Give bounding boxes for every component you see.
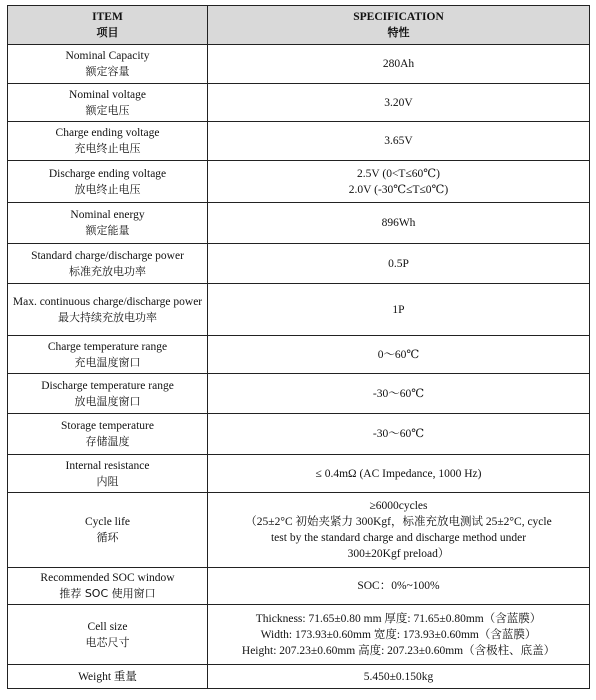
table-row xyxy=(8,244,590,284)
table-row xyxy=(8,161,590,203)
table-row xyxy=(8,84,590,122)
spec-value: 0.5P xyxy=(388,257,409,270)
table-row xyxy=(8,493,590,568)
spec-value: SOC：0%~100% xyxy=(357,580,440,592)
table-row xyxy=(8,203,590,244)
spec-cell xyxy=(208,665,590,689)
item-cell xyxy=(8,336,208,374)
item-label-zh: 额定电压 xyxy=(85,103,130,117)
spec-cell xyxy=(208,161,590,203)
table-row xyxy=(8,414,590,455)
table-row xyxy=(8,284,590,336)
item-label-zh: 推荐 SOC 使用窗口 xyxy=(59,587,156,600)
table-row xyxy=(8,455,590,493)
spec-value: 300±20Kgf preload） xyxy=(347,548,450,560)
item-cell xyxy=(8,414,208,455)
item-label-en: Nominal voltage xyxy=(69,88,146,101)
spec-cell xyxy=(208,374,590,414)
spec-value: 0～60℃ xyxy=(377,348,420,361)
item-cell xyxy=(8,374,208,414)
spec-value: ≥6000cycles xyxy=(369,500,428,512)
item-label-zh: 电芯尺寸 xyxy=(85,635,130,649)
spec-value: 3.20V xyxy=(384,96,413,109)
spec-value: -30～60℃ xyxy=(372,428,425,440)
spec-rows xyxy=(8,45,590,689)
spec-cell xyxy=(208,84,590,122)
item-label-zh: 最大持续充放电功率 xyxy=(58,310,157,324)
item-cell xyxy=(8,45,208,84)
spec-cell xyxy=(208,203,590,244)
item-header-en: ITEM xyxy=(92,11,123,23)
spec-header-en: SPECIFICATION xyxy=(353,11,444,23)
table-row xyxy=(8,568,590,605)
item-label-zh: 放电终止电压 xyxy=(74,182,141,196)
item-label-en: Nominal Capacity xyxy=(65,50,150,62)
item-label-en: Standard charge/discharge power xyxy=(31,249,184,262)
spec-value: Width: 173.93±0.60mm 宽度: 173.93±0.60mm（含蓝膜） xyxy=(260,628,537,641)
item-header-zh: 项目 xyxy=(96,26,119,39)
item-label-zh: 充电终止电压 xyxy=(74,142,141,155)
spec-cell xyxy=(208,45,590,84)
spec-value: （25±2°C 初始夹紧力 300Kgf，标准充放电测试 25±2°C, cycle xyxy=(245,516,552,528)
item-label-zh: 充电温度窗口 xyxy=(74,355,141,369)
spec-cell xyxy=(208,122,590,161)
spec-cell xyxy=(208,244,590,284)
table-row xyxy=(8,122,590,161)
item-cell xyxy=(8,161,208,203)
item-label-en: Cell size xyxy=(87,620,128,633)
spec-cell xyxy=(208,605,590,665)
item-cell xyxy=(8,122,208,161)
spec-header-zh: 特性 xyxy=(387,26,410,39)
spec-value: Height: 207.23±0.60mm 高度: 207.23±0.60mm（含极柱、底盖） xyxy=(241,644,556,657)
item-label-en: Cycle life xyxy=(84,516,131,528)
item-cell xyxy=(8,605,208,665)
spec-cell xyxy=(208,493,590,568)
specification-table xyxy=(7,5,590,689)
item-label-zh: 循环 xyxy=(96,531,119,544)
item-cell xyxy=(8,244,208,284)
item-label-zh: 放电温度窗口 xyxy=(74,394,141,408)
table-row xyxy=(8,605,590,665)
item-label-zh: 内阻 xyxy=(96,474,119,488)
spec-cell xyxy=(208,414,590,455)
table-row xyxy=(8,665,590,689)
item-label-en: Charge temperature range xyxy=(47,340,168,353)
item-cell xyxy=(8,493,208,568)
spec-value: -30～60℃ xyxy=(372,387,425,400)
item-cell xyxy=(8,203,208,244)
spec-value: 2.5V (0<T≤60℃) xyxy=(357,167,440,180)
spec-value: 2.0V (-30℃≤T≤0℃) xyxy=(348,183,449,196)
header-row xyxy=(8,6,590,45)
table-row xyxy=(8,45,590,84)
spec-value: test by the standard charge and discharge method under xyxy=(270,532,527,544)
item-label-zh: 存储温度 xyxy=(85,435,130,448)
item-cell xyxy=(8,84,208,122)
item-label-en: Nominal energy xyxy=(70,209,145,221)
table-row xyxy=(8,374,590,414)
item-label-zh: 额定能量 xyxy=(85,224,130,237)
item-label-en: Storage temperature xyxy=(61,420,154,432)
spec-cell xyxy=(208,284,590,336)
item-header xyxy=(8,6,208,45)
table-row xyxy=(8,336,590,374)
spec-cell xyxy=(208,568,590,605)
item-cell xyxy=(8,284,208,336)
item-label-en: Discharge temperature range xyxy=(41,379,174,392)
spec-value: 1P xyxy=(392,303,405,316)
spec-value: ≤ 0.4mΩ (AC Impedance, 1000 Hz) xyxy=(315,467,482,480)
item-label-zh: 额定容量 xyxy=(85,65,130,78)
item-cell xyxy=(8,568,208,605)
item-label-en: Charge ending voltage xyxy=(55,127,160,139)
item-cell xyxy=(8,455,208,493)
spec-cell xyxy=(208,336,590,374)
item-label-zh: 标准充放电功率 xyxy=(69,264,146,278)
spec-header xyxy=(208,6,590,45)
spec-cell xyxy=(208,455,590,493)
item-label-en: Internal resistance xyxy=(65,459,150,472)
item-label-en: Recommended SOC window xyxy=(40,572,175,584)
item-label-en: Weight 重量 xyxy=(78,670,137,683)
spec-value: 3.65V xyxy=(384,135,413,147)
spec-value: 896Wh xyxy=(381,217,416,229)
spec-value: 280Ah xyxy=(382,58,415,70)
item-label-en: Max. continuous charge/discharge power xyxy=(12,295,203,308)
spec-value: Thickness: 71.65±0.80 mm 厚度: 71.65±0.80mm（含蓝膜） xyxy=(255,612,542,625)
item-label-en: Discharge ending voltage xyxy=(48,167,167,180)
spec-value: 5.450±0.150kg xyxy=(363,670,434,683)
item-cell xyxy=(8,665,208,689)
